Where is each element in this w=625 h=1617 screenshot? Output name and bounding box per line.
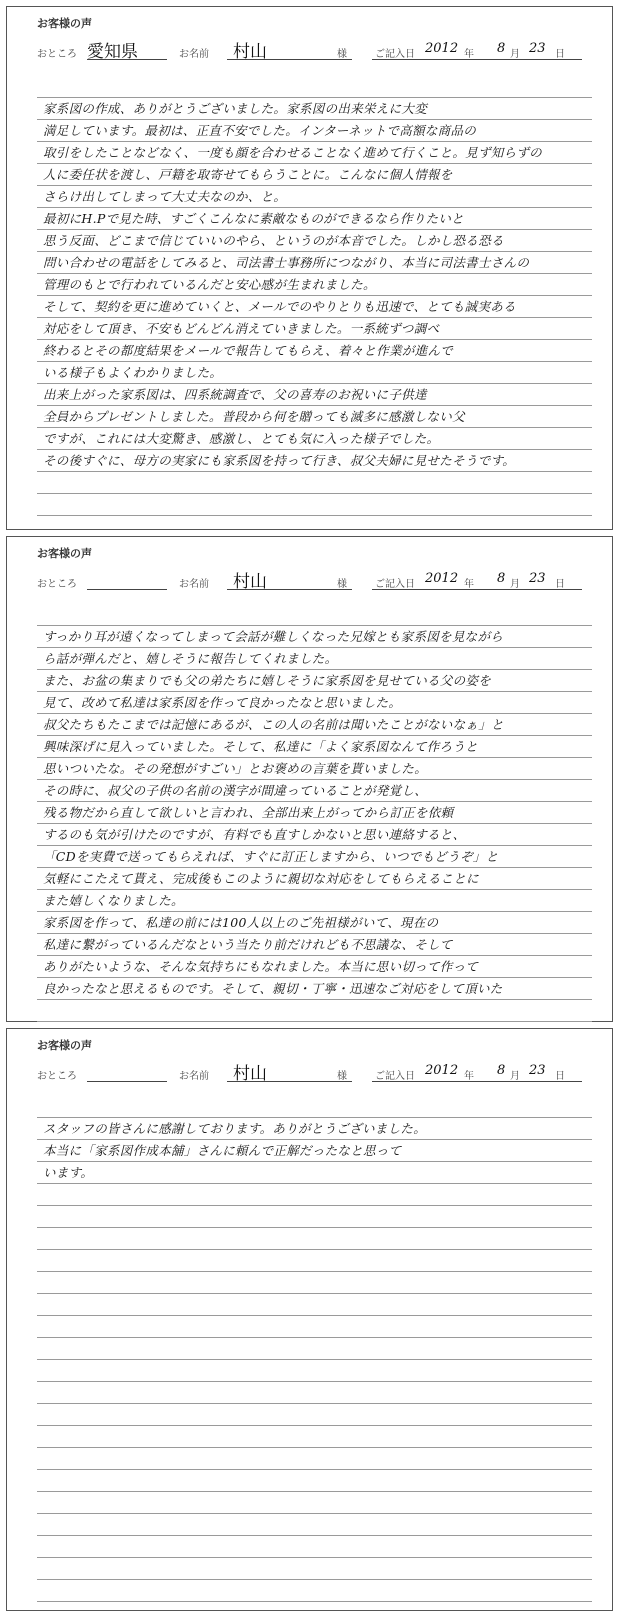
handwritten-line: さらけ出してしまって大丈夫なのか、と。	[43, 189, 287, 204]
address-underline	[87, 1081, 167, 1082]
ruled-line	[37, 141, 592, 142]
handwritten-line: 家系図を作って、私達の前には100人以上のご先祖様がいて、現在の	[43, 915, 439, 930]
handwritten-line: また嬉しくなりました。	[43, 893, 184, 908]
date-year-value: 2012	[425, 41, 459, 56]
card-title: お客様の声	[37, 1039, 92, 1052]
ruled-line	[37, 757, 592, 758]
honorific-label: 様	[337, 579, 347, 590]
honorific-label: 様	[337, 49, 347, 60]
handwritten-line: 興味深げに見入っていました。そして、私達に「よく家系図なんて作ろうと	[43, 739, 478, 754]
date-month-value: 8	[497, 571, 506, 586]
ruled-line	[37, 999, 592, 1000]
handwritten-line: 残る物だから直して欲しいと言われ、全部出来上がってから訂正を依頼	[43, 805, 454, 820]
name-label: お名前	[179, 579, 209, 590]
ruled-line	[37, 691, 592, 692]
ruled-line	[37, 713, 592, 714]
handwritten-line: います。	[43, 1165, 94, 1180]
name-value: 村山	[233, 1064, 267, 1084]
name-underline	[227, 1081, 352, 1082]
month-label: 月	[510, 1071, 520, 1082]
ruled-line	[37, 1205, 592, 1206]
ruled-line	[37, 229, 592, 230]
handwritten-line: その後すぐに、母方の実家にも家系図を持って行き、叔父夫婦に見せたそうです。	[43, 453, 516, 468]
ruled-line	[37, 889, 592, 890]
ruled-line	[37, 1337, 592, 1338]
ruled-line	[37, 1425, 592, 1426]
ruled-line	[37, 1183, 592, 1184]
handwritten-line: いる様子もよくわかりました。	[43, 365, 223, 380]
ruled-line	[37, 1359, 592, 1360]
handwritten-line: 人に委任状を渡し、戸籍を取寄せてもらうことに。こんなに個人情報を	[43, 167, 453, 182]
date-label: ご記入日	[375, 1071, 415, 1082]
ruled-line	[37, 207, 592, 208]
handwritten-line: ですが、これには大変驚き、感激し、とても気に入った様子でした。	[43, 431, 440, 446]
name-label: お名前	[179, 49, 209, 60]
handwritten-line: また、お盆の集まりでも父の弟たちに嬉しそうに家系図を見せている父の姿を	[43, 673, 492, 688]
ruled-line	[37, 405, 592, 406]
ruled-line	[37, 911, 592, 912]
handwritten-line: 対応をして頂き、不安もどんどん消えていきました。一系統ずつ調べ	[43, 321, 440, 336]
handwritten-line: すっかり耳が遠くなってしまって会話が難しくなった兄嫁とも家系図を見ながら	[43, 629, 504, 644]
handwritten-line: その時に、叔父の子供の名前の漢字が間違っていることが発覚し、	[43, 783, 428, 798]
ruled-line	[37, 361, 592, 362]
ruled-line	[37, 1579, 592, 1580]
handwritten-line: 出来上がった家系図は、四系統調査で、父の喜寿のお祝いに子供達	[43, 387, 427, 402]
handwritten-line: スタッフの皆さんに感謝しております。ありがとうございました。	[43, 1121, 427, 1136]
month-label: 月	[510, 49, 520, 60]
honorific-label: 様	[337, 1071, 347, 1082]
ruled-line	[37, 515, 592, 516]
ruled-line	[37, 1117, 592, 1118]
ruled-line	[37, 1381, 592, 1382]
day-label: 日	[555, 579, 565, 590]
handwritten-line: 「CDを実費で送ってもらえれば、すぐに訂正しますから、いつでもどうぞ」と	[43, 849, 499, 864]
day-label: 日	[555, 49, 565, 60]
handwritten-line: ありがたいような、そんな気持ちにもなれました。本当に思い切って作って	[43, 959, 479, 974]
ruled-line	[37, 163, 592, 164]
voice-card-3	[6, 1028, 613, 1611]
ruled-line	[37, 1557, 592, 1558]
handwritten-line: 本当に「家系図作成本舗」さんに頼んで正解だったなと思って	[43, 1143, 402, 1158]
date-underline	[372, 59, 582, 60]
ruled-line	[37, 801, 592, 802]
ruled-line	[37, 955, 592, 956]
handwritten-line: 気軽にこたえて貰え、完成後もこのように親切な対応をしてもらえることに	[43, 871, 479, 886]
handwritten-line: 問い合わせの電話をしてみると、司法書士事務所につながり、本当に司法書士さんの	[43, 255, 530, 270]
year-label: 年	[464, 1071, 474, 1082]
ruled-line	[37, 933, 592, 934]
handwritten-line: 見て、改めて私達は家系図を作って良かったなと思いました。	[43, 695, 402, 710]
date-label: ご記入日	[375, 579, 415, 590]
ruled-line	[37, 1601, 592, 1602]
date-day-value: 23	[529, 571, 546, 586]
card-title: お客様の声	[37, 17, 92, 30]
name-underline	[227, 589, 352, 590]
ruled-line	[37, 1403, 592, 1404]
ruled-line	[37, 97, 592, 98]
name-value: 村山	[233, 572, 267, 592]
handwritten-line: 私達に繋がっているんだなという当たり前だけれども不思議な、そして	[43, 937, 453, 952]
ruled-line	[37, 493, 592, 494]
ruled-line	[37, 1293, 592, 1294]
date-day-value: 23	[529, 41, 546, 56]
ruled-line	[37, 647, 592, 648]
ruled-line	[37, 427, 592, 428]
handwritten-line: するのも気が引けたのですが、有料でも直すしかないと思い連絡すると、	[43, 827, 466, 842]
ruled-line	[37, 1139, 592, 1140]
handwritten-line: ら話が弾んだと、嬉しそうに報告してくれました。	[43, 651, 338, 666]
address-label: おところ	[37, 579, 77, 590]
name-underline	[227, 59, 352, 60]
handwritten-line: 満足しています。最初は、正直不安でした。インターネットで高額な商品の	[43, 123, 477, 138]
ruled-line	[37, 449, 592, 450]
day-label: 日	[555, 1071, 565, 1082]
year-label: 年	[464, 579, 474, 590]
date-year-value: 2012	[425, 1063, 459, 1078]
year-label: 年	[464, 49, 474, 60]
handwritten-line: 良かったなと思えるものです。そして、親切・丁寧・迅速なご対応をして頂いた	[43, 981, 503, 996]
ruled-line	[37, 1491, 592, 1492]
ruled-line	[37, 1021, 592, 1022]
ruled-line	[37, 867, 592, 868]
voice-card-2	[6, 536, 613, 1022]
ruled-line	[37, 1469, 592, 1470]
handwritten-line: 管理のもとで行われているんだと安心感が生まれました。	[43, 277, 376, 292]
ruled-line	[37, 735, 592, 736]
handwritten-line: 思う反面、どこまで信じていいのやら、というのが本音でした。しかし恐る恐る	[43, 233, 504, 248]
name-label: お名前	[179, 1071, 209, 1082]
card-title: お客様の声	[37, 547, 92, 560]
date-year-value: 2012	[425, 571, 459, 586]
handwritten-line: 最初にH.Pで見た時、すごくこんなに素敵なものができるなら作りたいと	[43, 211, 464, 226]
ruled-line	[37, 1535, 592, 1536]
month-label: 月	[510, 579, 520, 590]
date-day-value: 23	[529, 1063, 546, 1078]
ruled-line	[37, 273, 592, 274]
ruled-line	[37, 339, 592, 340]
ruled-line	[37, 185, 592, 186]
ruled-line	[37, 669, 592, 670]
ruled-line	[37, 625, 592, 626]
ruled-line	[37, 317, 592, 318]
handwritten-line: そして、契約を更に進めていくと、メールでのやりとりも迅速で、とても誠実ある	[43, 299, 516, 314]
ruled-line	[37, 1513, 592, 1514]
ruled-line	[37, 1315, 592, 1316]
address-label: おところ	[37, 1071, 77, 1082]
handwritten-line: 思いついたな。その発想がすごい」とお褒めの言葉を貰いました。	[43, 761, 428, 776]
ruled-line	[37, 1249, 592, 1250]
date-month-value: 8	[497, 1063, 506, 1078]
handwritten-line: 終わるとその都度結果をメールで報告してもらえ、着々と作業が進んで	[43, 343, 454, 358]
date-underline	[372, 1081, 582, 1082]
ruled-line	[37, 823, 592, 824]
ruled-line	[37, 845, 592, 846]
ruled-line	[37, 1447, 592, 1448]
ruled-line	[37, 1227, 592, 1228]
ruled-line	[37, 119, 592, 120]
handwritten-line: 叔父たちもたこまでは記憶にあるが、この人の名前は聞いたことがないなぁ」と	[43, 717, 504, 732]
ruled-line	[37, 383, 592, 384]
ruled-line	[37, 779, 592, 780]
date-month-value: 8	[497, 41, 506, 56]
ruled-line	[37, 295, 592, 296]
date-label: ご記入日	[375, 49, 415, 60]
address-value: 愛知県	[87, 42, 138, 62]
ruled-line	[37, 1161, 592, 1162]
ruled-line	[37, 977, 592, 978]
ruled-line	[37, 1271, 592, 1272]
address-underline	[87, 589, 167, 590]
handwritten-line: 取引をしたことなどなく、一度も顔を合わせることなく進めて行くこと。見ず知らずの	[43, 145, 542, 160]
voice-card-1	[6, 6, 613, 530]
handwritten-line: 家系図の作成、ありがとうございました。家系図の出来栄えに大変	[43, 101, 428, 116]
ruled-line	[37, 251, 592, 252]
handwritten-line: 全員からプレゼントしました。普段から何を贈っても滅多に感激しない父	[43, 409, 465, 424]
address-label: おところ	[37, 49, 77, 60]
name-value: 村山	[233, 42, 267, 62]
address-underline	[87, 59, 167, 60]
date-underline	[372, 589, 582, 590]
ruled-line	[37, 471, 592, 472]
